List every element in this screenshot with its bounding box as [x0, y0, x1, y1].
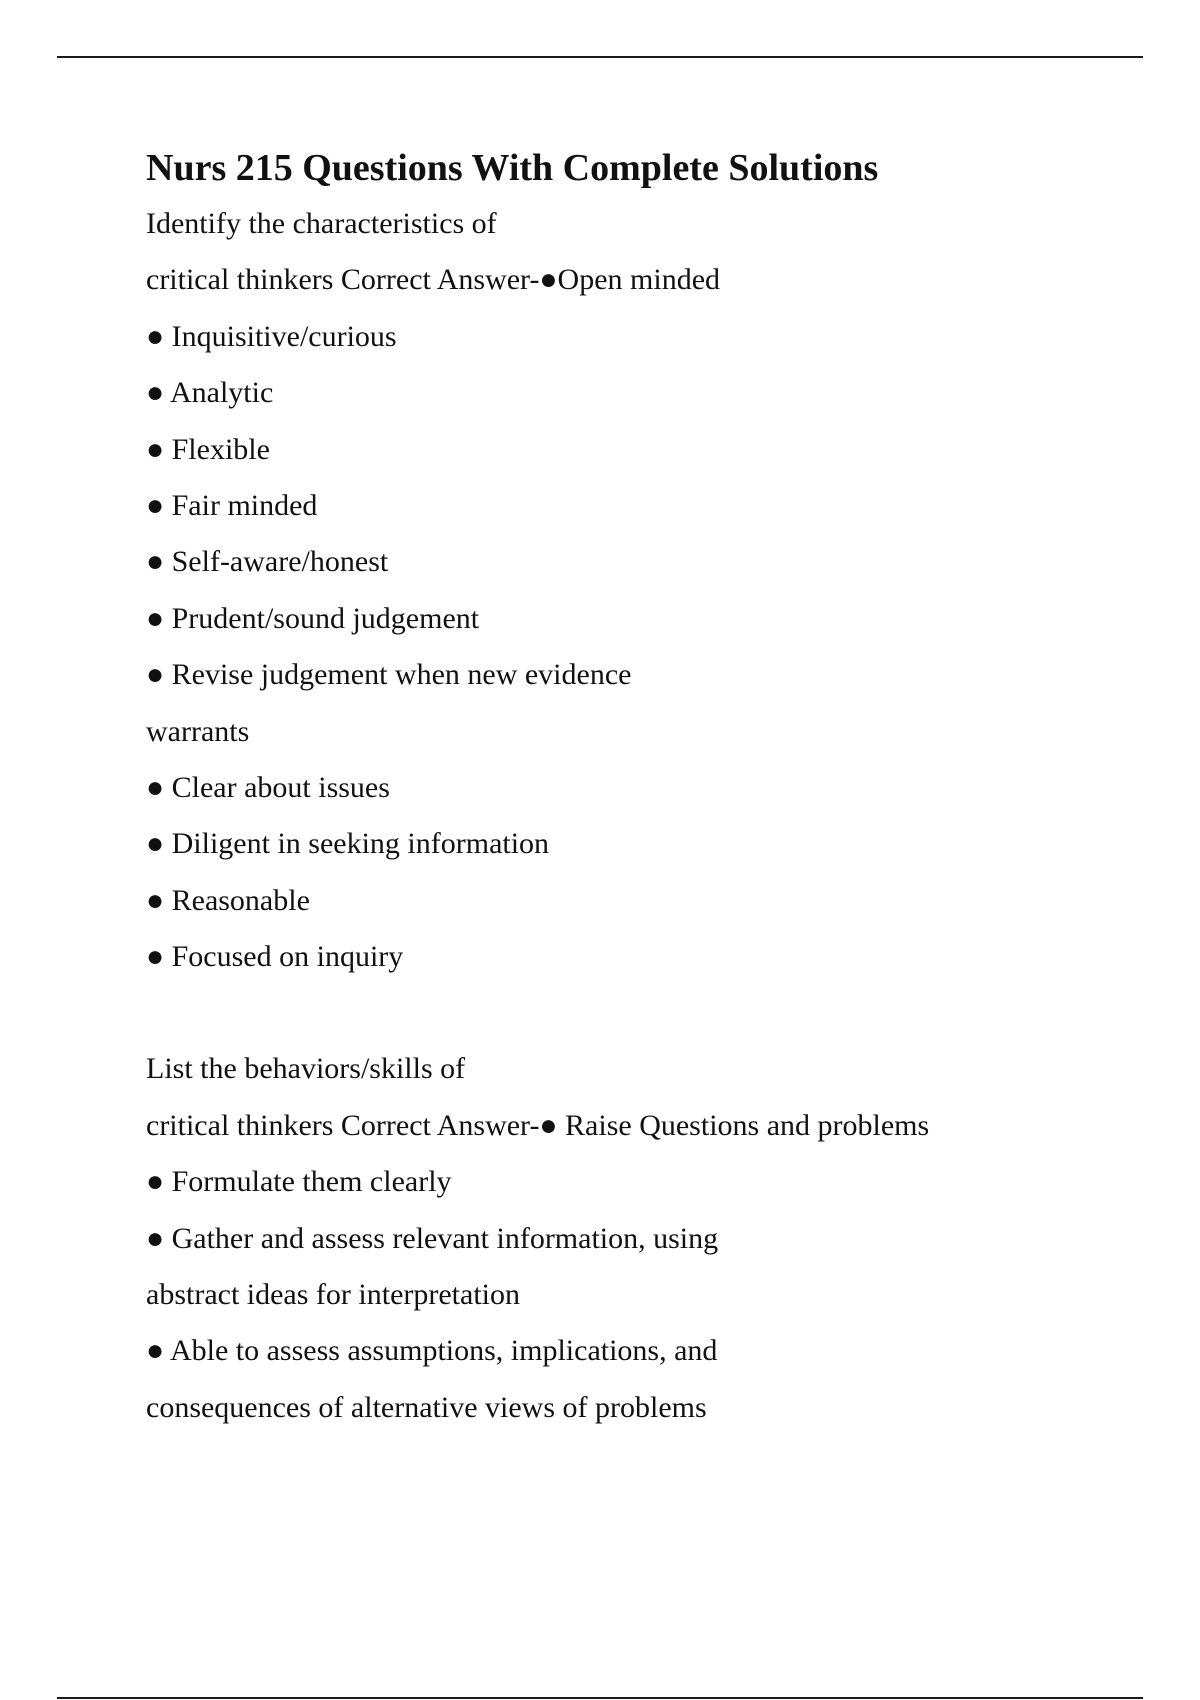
- answer-bullet: ● Analytic: [146, 376, 274, 410]
- answer-bullet: ● Diligent in seeking information: [146, 827, 550, 861]
- answer-bullet: ● Clear about issues: [146, 770, 390, 804]
- answer-bullet: ● Reasonable: [146, 883, 310, 917]
- answer-bullet: ● Self-aware/honest: [146, 545, 389, 579]
- answer-bullet: ● Prudent/sound judgement: [146, 601, 480, 635]
- question-block-2: [146, 1041, 1126, 1436]
- answer-line: critical thinkers Correct Answer-●Open minded: [146, 263, 721, 297]
- answer-line: critical thinkers Correct Answer-● Raise Questions and problems: [146, 1108, 930, 1142]
- document-title: Nurs 215 Questions With Complete Solutions: [146, 147, 879, 189]
- answer-continuation: warrants: [146, 714, 250, 748]
- answer-bullet: ● Revise judgement when new evidence: [146, 658, 632, 692]
- header-rule: [57, 56, 1143, 58]
- document-body: [146, 140, 1126, 1436]
- answer-bullet: ● Able to assess assumptions, implications, and: [146, 1334, 718, 1368]
- answer-continuation: consequences of alternative views of problems: [146, 1390, 707, 1424]
- answer-bullet: ● Inquisitive/curious: [146, 319, 397, 353]
- answer-bullet: ● Focused on inquiry: [146, 940, 404, 974]
- answer-bullet: ● Flexible: [146, 432, 270, 466]
- answer-bullet: ● Fair minded: [146, 488, 318, 522]
- answer-bullet: ● Formulate them clearly: [146, 1165, 452, 1199]
- footer-rule: [57, 1697, 1143, 1699]
- question-block-1: [146, 196, 1126, 985]
- answer-continuation: abstract ideas for interpretation: [146, 1278, 521, 1312]
- question-text: Identify the characteristics of: [146, 207, 497, 240]
- question-text: List the behaviors/skills of: [146, 1052, 466, 1086]
- answer-bullet: ● Gather and assess relevant information, using: [146, 1221, 719, 1255]
